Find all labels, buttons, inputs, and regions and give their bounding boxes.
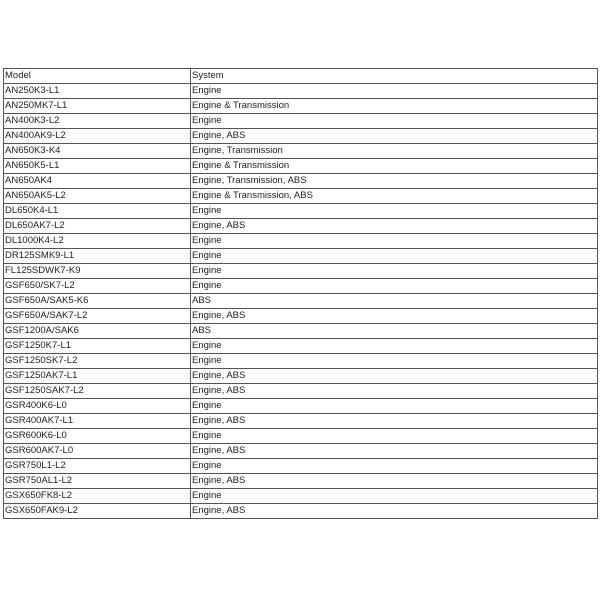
system-cell: Engine — [191, 249, 598, 264]
model-cell: DR125SMK9-L1 — [4, 249, 191, 264]
table-row — [4, 189, 598, 204]
table-header-row — [4, 69, 598, 84]
table-row — [4, 504, 598, 519]
model-cell: GSF1200A/SAK6 — [4, 324, 191, 339]
table-row — [4, 264, 598, 279]
table-row — [4, 204, 598, 219]
model-cell: GSF650A/SAK5-K6 — [4, 294, 191, 309]
model-cell: GSR600AK7-L0 — [4, 444, 191, 459]
system-cell: Engine, ABS — [191, 129, 598, 144]
model-cell: GSF1250SAK7-L2 — [4, 384, 191, 399]
model-cell: GSR400K6-L0 — [4, 399, 191, 414]
system-cell: Engine — [191, 114, 598, 129]
system-cell: Engine, ABS — [191, 309, 598, 324]
model-cell: AN650K3-K4 — [4, 144, 191, 159]
model-cell: AN650AK4 — [4, 174, 191, 189]
system-cell: Engine — [191, 264, 598, 279]
table-row — [4, 309, 598, 324]
header-model: Model — [4, 69, 191, 84]
model-cell: GSF650/SK7-L2 — [4, 279, 191, 294]
system-cell: Engine — [191, 339, 598, 354]
table-row — [4, 324, 598, 339]
model-cell: DL650AK7-L2 — [4, 219, 191, 234]
system-cell: Engine, Transmission, ABS — [191, 174, 598, 189]
system-cell: Engine — [191, 399, 598, 414]
model-cell: AN650AK5-L2 — [4, 189, 191, 204]
model-cell: GSF650A/SAK7-L2 — [4, 309, 191, 324]
model-cell: AN650K5-L1 — [4, 159, 191, 174]
system-cell: Engine — [191, 459, 598, 474]
system-cell: Engine — [191, 234, 598, 249]
table-body — [4, 84, 598, 519]
system-cell: Engine — [191, 204, 598, 219]
model-cell: AN250K3-L1 — [4, 84, 191, 99]
model-cell: AN250MK7-L1 — [4, 99, 191, 114]
table-row — [4, 219, 598, 234]
table-row — [4, 144, 598, 159]
table-row — [4, 339, 598, 354]
table-row — [4, 129, 598, 144]
model-cell: AN400K3-L2 — [4, 114, 191, 129]
system-cell: Engine — [191, 354, 598, 369]
model-cell: DL650K4-L1 — [4, 204, 191, 219]
system-cell: Engine, ABS — [191, 369, 598, 384]
system-cell: Engine & Transmission — [191, 99, 598, 114]
system-cell: Engine, ABS — [191, 474, 598, 489]
table-row — [4, 279, 598, 294]
system-cell: ABS — [191, 324, 598, 339]
table-row — [4, 294, 598, 309]
model-cell: GSX650FK8-L2 — [4, 489, 191, 504]
system-cell: Engine, ABS — [191, 444, 598, 459]
model-cell: GSR400AK7-L1 — [4, 414, 191, 429]
table-row — [4, 249, 598, 264]
table-row — [4, 99, 598, 114]
table-row — [4, 159, 598, 174]
model-cell: GSR600K6-L0 — [4, 429, 191, 444]
system-cell: Engine, ABS — [191, 219, 598, 234]
table-row — [4, 459, 598, 474]
system-cell: ABS — [191, 294, 598, 309]
table-row — [4, 429, 598, 444]
system-cell: Engine, Transmission — [191, 144, 598, 159]
table-row — [4, 444, 598, 459]
model-cell: FL125SDWK7-K9 — [4, 264, 191, 279]
system-cell: Engine & Transmission, ABS — [191, 189, 598, 204]
model-cell: GSF1250K7-L1 — [4, 339, 191, 354]
system-cell: Engine & Transmission — [191, 159, 598, 174]
table-row — [4, 234, 598, 249]
system-cell: Engine — [191, 84, 598, 99]
table-row — [4, 369, 598, 384]
system-cell: Engine — [191, 489, 598, 504]
table-row — [4, 384, 598, 399]
model-cell: GSF1250SK7-L2 — [4, 354, 191, 369]
table-row — [4, 114, 598, 129]
system-cell: Engine, ABS — [191, 414, 598, 429]
model-system-table — [3, 68, 598, 519]
model-cell: DL1000K4-L2 — [4, 234, 191, 249]
system-cell: Engine — [191, 279, 598, 294]
system-cell: Engine, ABS — [191, 384, 598, 399]
table-row — [4, 354, 598, 369]
system-cell: Engine — [191, 429, 598, 444]
model-cell: GSX650FAK9-L2 — [4, 504, 191, 519]
system-cell: Engine, ABS — [191, 504, 598, 519]
table-row — [4, 399, 598, 414]
model-cell: GSR750AL1-L2 — [4, 474, 191, 489]
table-row — [4, 84, 598, 99]
table-row — [4, 414, 598, 429]
model-cell: GSR750L1-L2 — [4, 459, 191, 474]
header-system: System — [191, 69, 598, 84]
table-row — [4, 489, 598, 504]
model-cell: GSF1250AK7-L1 — [4, 369, 191, 384]
model-cell: AN400AK9-L2 — [4, 129, 191, 144]
table-row — [4, 174, 598, 189]
table-row — [4, 474, 598, 489]
